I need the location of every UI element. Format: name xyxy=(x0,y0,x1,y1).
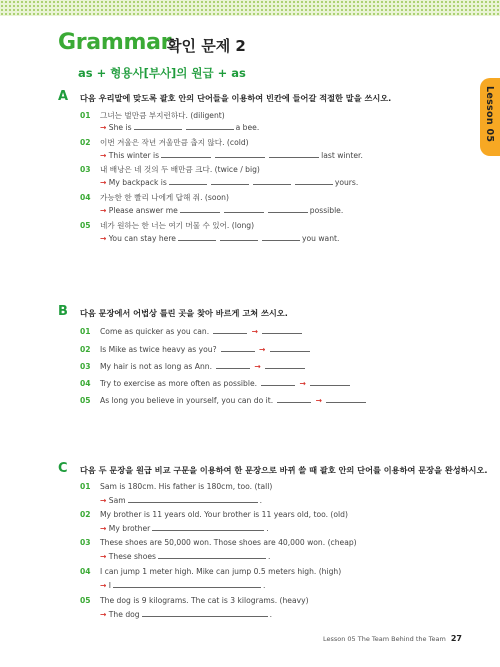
section-a-answer-2: → This winter is last winter. xyxy=(100,151,363,160)
answer-blank[interactable] xyxy=(269,149,319,158)
answer-blank[interactable] xyxy=(169,176,207,185)
answer-blank[interactable] xyxy=(295,176,333,185)
grammar-topic: as + 형용사[부사]의 원급 + as xyxy=(78,66,246,80)
page-number: 27 xyxy=(450,634,462,643)
page-title-sub: 확인 문제 2 xyxy=(167,37,246,55)
answer-blank[interactable] xyxy=(161,149,211,158)
section-b-item-4: 04 Try to exercise as more often as possible. → xyxy=(80,377,352,388)
section-a-instruction: 다음 우리말에 맞도록 괄호 안의 단어들을 이용하여 빈칸에 들어갈 적절한 말을 쓰시오. xyxy=(80,93,392,103)
answer-blank[interactable] xyxy=(211,176,249,185)
answer-blank[interactable] xyxy=(178,232,216,241)
section-c-instruction: 다음 두 문장을 원급 비교 구문을 이용하여 한 문장으로 바뀌 쓸 때 괄호 안의 단어를 이용하여 문장을 완성하시오. xyxy=(80,465,488,475)
lesson-side-tab-label: Lesson 05 xyxy=(484,86,495,143)
section-c-answer-5: → The dog . xyxy=(100,610,273,619)
section-a-answer-3: → My backpack is yours. xyxy=(100,178,359,187)
answer-blank[interactable] xyxy=(152,522,264,531)
header-dotted-band xyxy=(0,0,500,16)
answer-blank[interactable] xyxy=(213,325,247,334)
answer-blank[interactable] xyxy=(270,343,310,352)
section-c-item-5: 05 The dog is 9 kilograms. The cat is 3 kilograms. (heavy) xyxy=(80,596,309,605)
lesson-side-tab xyxy=(480,78,500,156)
answer-blank[interactable] xyxy=(262,325,302,334)
section-a-letter: A xyxy=(58,89,69,104)
answer-blank[interactable] xyxy=(224,204,264,213)
section-b-item-5: 05 As long you believe in yourself, you can do it. → xyxy=(80,394,368,405)
answer-blank[interactable] xyxy=(262,232,300,241)
section-b-item-1: 01 Come as quicker as you can. → xyxy=(80,325,304,336)
answer-blank[interactable] xyxy=(326,394,366,403)
section-b-letter: B xyxy=(58,304,68,319)
answer-blank[interactable] xyxy=(253,176,291,185)
section-a-item-3: 03 내 배낭은 네 것의 두 배만큼 크다. (twice / big) xyxy=(80,165,260,174)
answer-blank[interactable] xyxy=(128,494,258,503)
answer-blank[interactable] xyxy=(261,377,295,386)
section-c-answer-3: → These shoes . xyxy=(100,552,271,561)
section-c-item-2: 02 My brother is 11 years old. Your brother is 11 years old, too. (old) xyxy=(80,510,348,519)
footer-lesson: Lesson 05 xyxy=(322,635,356,643)
answer-blank[interactable] xyxy=(220,232,258,241)
answer-blank[interactable] xyxy=(265,360,305,369)
answer-blank[interactable] xyxy=(215,149,265,158)
section-a-item-2: 02 이번 겨울은 작년 겨울만큼 춥지 않다. (cold) xyxy=(80,138,249,147)
footer-lesson-title: The Team Behind the Team xyxy=(357,635,446,643)
section-c-letter: C xyxy=(58,461,68,476)
answer-blank[interactable] xyxy=(268,204,308,213)
answer-blank[interactable] xyxy=(142,608,268,617)
section-c-item-1: 01 Sam is 180cm. His father is 180cm, too. (tall) xyxy=(80,482,273,491)
answer-blank[interactable] xyxy=(221,343,255,352)
section-a-item-5: 05 네가 원하는 한 너는 여기 머물 수 있어. (long) xyxy=(80,221,255,230)
page-title: Grammar xyxy=(58,30,172,55)
page-footer: Lesson 05​ The Team Behind the Team 27 xyxy=(322,634,462,643)
answer-blank[interactable] xyxy=(186,121,234,130)
section-a-answer-1: → She is a bee. xyxy=(100,123,260,132)
section-c-answer-4: → I . xyxy=(100,581,266,590)
section-b-instruction: 다음 문장에서 어법상 틀린 곳을 찾아 바르게 고쳐 쓰시오. xyxy=(80,308,288,318)
answer-blank[interactable] xyxy=(180,204,220,213)
answer-blank[interactable] xyxy=(216,360,250,369)
answer-blank[interactable] xyxy=(277,394,311,403)
section-a-item-4: 04 가능한 한 빨리 나에게 답해 줘. (soon) xyxy=(80,193,229,202)
section-a-item-1: 01 그녀는 벌만큼 부지런하다. (diligent) xyxy=(80,111,225,120)
section-a-answer-5: → You can stay here you want. xyxy=(100,234,340,243)
section-a-answer-4: → Please answer me possible. xyxy=(100,206,344,215)
answer-blank[interactable] xyxy=(310,377,350,386)
section-c-answer-2: → My brother . xyxy=(100,524,269,533)
section-c-answer-1: → Sam . xyxy=(100,496,263,505)
section-c-item-4: 04 I can jump 1 meter high. Mike can jump 0.5 meters high. (high) xyxy=(80,567,342,576)
section-c-item-3: 03 These shoes are 50,000 won. Those shoes are 40,000 won. (cheap) xyxy=(80,538,357,547)
section-b-item-2: 02 Is Mike as twice heavy as you? → xyxy=(80,343,312,354)
answer-blank[interactable] xyxy=(134,121,182,130)
section-b-item-3: 03 My hair is not as long as Ann. → xyxy=(80,360,307,371)
answer-blank[interactable] xyxy=(113,579,261,588)
answer-blank[interactable] xyxy=(158,550,266,559)
